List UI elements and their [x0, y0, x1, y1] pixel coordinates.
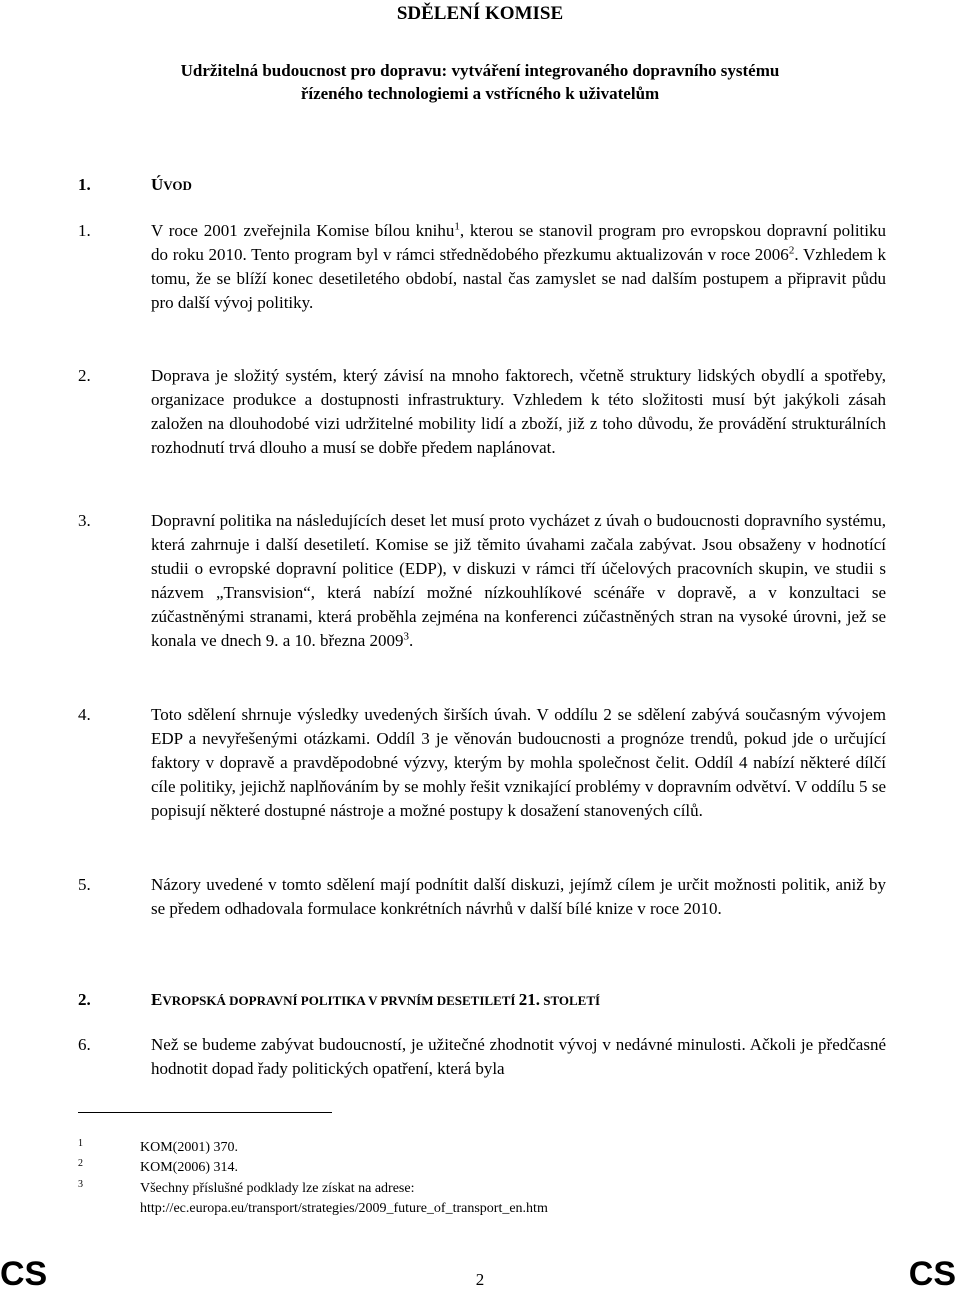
paragraph-6 — [78, 1033, 886, 1081]
section-number: 2. — [78, 990, 91, 1009]
paragraph-text — [151, 219, 886, 315]
paragraph-number: 1. — [78, 221, 91, 240]
footnote-1 — [78, 1138, 898, 1158]
page-number: 2 — [475, 1270, 485, 1289]
paragraph-number: 5. — [78, 875, 91, 894]
paragraph-text: Názory uvedené v tomto sdělení mají podnítit další diskuzi, jejímž cílem je určit možnosti politik, aniž by se předem odhadovala formulace konkrétních návrhů v další bílé knize v roce 2010. — [151, 875, 886, 918]
footnote-ref: 2 — [788, 244, 795, 257]
paragraph-3 — [78, 509, 886, 653]
paragraph-text: Než se budeme zabývat budoucností, je užitečné zhodnotit vývoj v nedávné minulosti. Ačkoli je předčasné hodnotit dopad řady politických opatření, která byla — [151, 1035, 886, 1078]
footnote-number: 1 — [78, 1138, 83, 1149]
footnote-2 — [78, 1158, 898, 1178]
paragraph-1 — [78, 219, 886, 315]
paragraph-4 — [78, 703, 886, 823]
paragraph-2 — [78, 364, 886, 460]
footnote-3 — [78, 1179, 898, 1219]
paragraph-number: 6. — [78, 1035, 91, 1054]
section-number: 1. — [78, 175, 91, 194]
footnote-number: 3 — [78, 1179, 83, 1190]
section-title-part: VROPSKÁ DOPRAVNÍ POLITIKA V PRVNÍM DESETILETÍ — [162, 993, 519, 1008]
paragraph-text — [151, 509, 886, 653]
document-subtitle — [90, 59, 870, 105]
section-title-initial: E — [151, 990, 163, 1009]
footnote-ref: 3 — [403, 630, 410, 643]
footnote-text: KOM(2006) 314. — [140, 1160, 238, 1175]
footnote-number: 2 — [78, 1158, 83, 1169]
subtitle-line-2: řízeného technologiemi a vstřícného k uživatelům — [300, 84, 660, 103]
section-title-century: 21. — [518, 990, 540, 1009]
paragraph-number: 2. — [78, 366, 91, 385]
document-title: SDĚLENÍ KOMISE — [396, 3, 564, 24]
section-title-part: STOLETÍ — [539, 993, 601, 1008]
section-title-initial: Ú — [151, 175, 164, 194]
paragraph-number: 4. — [78, 705, 91, 724]
footnote-text: KOM(2001) 370. — [140, 1140, 238, 1155]
subtitle-line-1: Udržitelná budoucnost pro dopravu: vytváření integrovaného dopravního systému — [180, 61, 780, 80]
paragraph-text-segment: V roce 2001 zveřejnila Komise bílou knihu — [151, 221, 455, 240]
paragraph-text: Toto sdělení shrnuje výsledky uvedených širších úvah. V oddílu 2 se sdělení zabývá současným vývojem EDP a nevyřešenými otázkami. Oddíl 3 je věnován budoucnosti a prognóze trendů, pokud jde o určující faktory v dopravě a pravděpodobné výzvy, kterým by mohla společnost čelit. Oddíl 4 nabízí některé dílčí cíle politiky, jejichž naplňováním by se mohly řešit vznikající problémy v dopravním odvětví. V oddílu 5 se popisují některé dostupné nástroje a možné postupy k dosažení stanovených cílů. — [151, 705, 886, 820]
footnote-text: Všechny příslušné podklady lze získat na adrese: — [140, 1181, 415, 1196]
language-code-left: CS — [0, 1255, 48, 1293]
paragraph-number: 3. — [78, 511, 91, 530]
footnote-ref: 1 — [454, 220, 460, 233]
language-code-right: CS — [908, 1255, 956, 1293]
section-heading-intro — [78, 173, 898, 198]
paragraph-text-segment: Dopravní politika na následujících deset let musí proto vycházet z úvah o budoucnosti dopravního systému, která zahrnuje i další desetiletí. Komise se již těmito úvahami začala zabývat. Jsou obsaženy v hodnotící studii o evropské dopravní politice (EDP), v diskuzi v rámci tří účelových pracovních skupin, ve studii s názvem „Transvision“, která nabízí možné nízkouhlíkové scénáře v dopravě, a v konzultaci se zúčastněnými stranami, která proběhla zejména na konferenci zúčastněných stran na vysoké úrovni, jež se konala ve dnech 9. a 10. března 2009 — [151, 511, 886, 650]
section-heading-european-transport-policy — [78, 988, 898, 1013]
footnote-separator — [78, 1112, 332, 1113]
section-title-rest: VOD — [163, 178, 192, 193]
paragraph-text-segment: . Vzhledem k tomu, že se blíží konec desetiletého období, nastal čas zamyslet se nad dalším postupem a připravit půdu pro další vývoj politiky. — [151, 245, 887, 312]
paragraph-text-segment: , kterou se stanovil program pro evropskou dopravní politiku do roku 2010. Tento program byl v rámci střednědobého přezkumu aktualizován v roce 2006 — [151, 221, 886, 264]
paragraph-text-segment: . — [409, 631, 414, 650]
paragraph-text: Doprava je složitý systém, který závisí na mnoho faktorech, včetně struktury lidských obydlí a spotřeby, organizace produkce a dostupnosti infrastruktury. Vzhledem k této složitosti musí být jakýkoli zásah založen na dlouhodobé vizi udržitelné mobility lidí a zboží, již z toho důvodu, že provádění strukturálních rozhodnutí trvá dlouho a musí se dobře předem naplánovat. — [151, 366, 886, 457]
paragraph-5 — [78, 873, 886, 921]
footnote-url[interactable]: http://ec.europa.eu/transport/strategies/2009_future_of_transport_en.htm — [140, 1201, 548, 1216]
